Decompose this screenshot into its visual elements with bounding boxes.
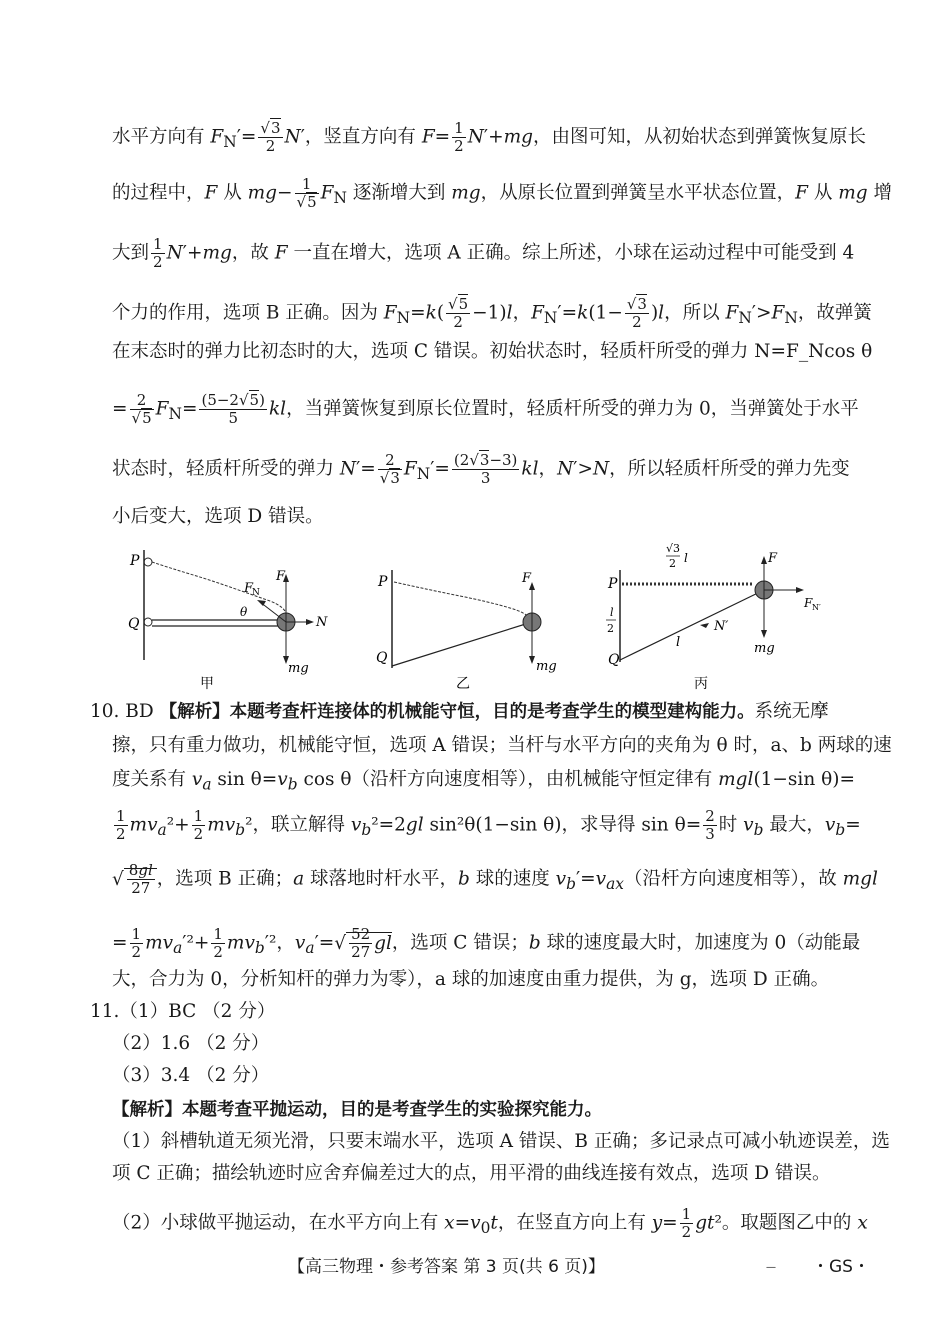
text-line: 水平方向有 $F_N'=$ √ $\frac{3}{2}$ N′，竖直方向有 F= $\frac{1}{2}$ N′+mg，由图可知，从初始状态到弹簧恢复原长 <box>112 120 866 155</box>
label-theta: θ <box>240 605 248 619</box>
label-top-num: √3 <box>666 542 681 555</box>
label-F: F <box>276 569 286 584</box>
footer-center: 【高三物理・参考答案 第 3 页(共 6 页)】 <box>288 1257 605 1277</box>
label-Q: Q <box>608 652 620 668</box>
text-line: 状态时，轻质杆所受的弹力 N′= 2 √ 3 $F_N'=$ $\frac{(2√ 3-3)}{3}$ kl，N′>N，所以轻质杆所受的弹力先变 <box>112 452 850 487</box>
footer-mark: — <box>766 1262 776 1273</box>
label-top-den: 2 <box>669 557 676 570</box>
q10-answer: 10. BD <box>90 701 160 722</box>
text-line: （2）小球做平抛运动，在水平方向上有 $x=v_0t$，在竖直方向上有 y= $\frac{1}{2}$ gt²。取题图乙中的 x <box>112 1205 868 1241</box>
label-mg: mg <box>754 641 775 656</box>
figure-jia <box>128 550 328 690</box>
q10-jiexi: 【解析】本题考查杆连接体的机械能守恒，目的是考查学生的模型建构能力。 <box>159 702 755 722</box>
label-FN: F <box>804 596 813 610</box>
q11-answer-3: （3）3.4 （2 分） <box>112 1065 270 1086</box>
text-line: 在末态时的弹力比初态时的大，选项 C 错误。初始状态时，轻质杆所受的弹力 N=F_Ncos θ <box>112 341 873 362</box>
text-line: 擦，只有重力做功，机械能守恒，选项 A 错误；当杆与水平方向的夹角为 θ 时，a、b 两球的速 <box>112 735 892 756</box>
label-left-den: 2 <box>607 622 614 635</box>
label-P: P <box>378 574 388 590</box>
label-Q: Q <box>376 650 388 666</box>
text-line: 大到 $\frac{1}{2}$ N′+mg，故 F 一直在增大，选项 A 正确。综上所述，小球在运动过程中可能受到 4 <box>112 235 855 271</box>
figure-yi <box>376 570 557 690</box>
text-line: 个力的作用，选项 B 正确。因为 $F_N=k$( √ $\frac{5}{2}$ −1)l，$F_N'=k(1-$ √ $\frac{3}{2}$ )l，所以 $F_N'>F_N$，故弹簧 <box>112 296 872 331</box>
label-FN-sub: N <box>252 588 260 598</box>
figure-row <box>100 540 860 690</box>
label-N: N <box>316 615 328 630</box>
label-P: P <box>130 553 140 569</box>
footer-gs: ・GS・ <box>812 1257 870 1277</box>
label-l: l <box>676 635 681 650</box>
text-line: 度关系有 $v_a$ $\sin \theta=v_b$ cos θ（沿杆方向速度相等），由机械能守恒定律有 mgl(1−sin θ)= <box>112 769 855 794</box>
q11-answer-1: 11.（1）BC （2 分） <box>90 1001 276 1022</box>
figure-bing <box>606 542 821 690</box>
label-mg: mg <box>288 661 309 676</box>
text-line: 的过程中，F 从 mg− 1 √ 5 $F_N$ 逐渐增大到 mg，从原长位置到弹簧呈水平状态位置，F 从 mg 增 <box>112 176 892 211</box>
label-Q: Q <box>128 616 140 632</box>
text-line: = 2 √ 5 $F_N=$ $\frac{(5-2√ 5)}{5}$ kl，当弹簧恢复到原长位置时，轻质杆所受的弹力为 0，当弹簧处于水平 <box>112 392 859 427</box>
label-mg: mg <box>536 659 557 674</box>
text-line: 小后变大，选项 D 错误。 <box>112 506 324 527</box>
label-F: F <box>768 551 778 566</box>
q11-jiexi: 【解析】本题考查平抛运动，目的是考查学生的实验探究能力。 <box>112 1100 602 1120</box>
label-P: P <box>608 576 618 592</box>
text-line: $\frac{1}{2}$ $mv_a^2+$ $\frac{1}{2}$ $mv_b^2$，联立解得 $v_b^2=2gl$ sin²θ(1−sin θ)，求导得 sin θ= $\frac{2}{3}$ 时 $v_b$ 最大，$v_b=$ <box>116 807 861 843</box>
label-FN-sub: N′ <box>812 603 821 612</box>
label-FN: F <box>244 581 254 596</box>
text-line: （1）斜槽轨道无须光滑，只要末端水平，选项 A 错误、B 正确；多记录点可减小轨迹误差，选 <box>112 1131 890 1152</box>
q11-answer-2: （2）1.6 （2 分） <box>112 1033 270 1054</box>
q10-line-1: 10. BD 【解析】本题考查杆连接体的机械能守恒，目的是考查学生的模型建构能力。系统无摩 <box>90 701 829 722</box>
label-F: F <box>522 571 532 586</box>
label-left-num: l <box>610 606 614 619</box>
text-line: 大，合力为 0，分析知杆的弹力为零），a 球的加速度由重力提供，为 g，选项 D 正确。 <box>112 969 830 990</box>
label-Nprime: N′ <box>714 619 729 634</box>
caption-yi: 乙 <box>456 676 470 690</box>
text-line: √ $\frac{8gl}{27}$ ，选项 B 正确；a 球落地时杆水平，b 球的速度 $v_b'=v_{ax}$（沿杆方向速度相等），故 mgl <box>112 862 878 897</box>
text-line: = $\frac{1}{2}$ $mv_a'^2+$ $\frac{1}{2}$ $mv_b'^2$，$v_a'=√$ $\frac{52}{27}$ gl，选项 C 错误；b 球的速度最大时，加速度为 0（动能最 <box>112 926 860 961</box>
label-top-l: l <box>684 551 688 565</box>
caption-jia: 甲 <box>200 676 214 690</box>
caption-bing: 丙 <box>694 676 708 690</box>
text-line: 项 C 正确；描绘轨迹时应舍弃偏差过大的点，用平滑的曲线连接有效点，选项 D 错误。 <box>112 1163 831 1184</box>
